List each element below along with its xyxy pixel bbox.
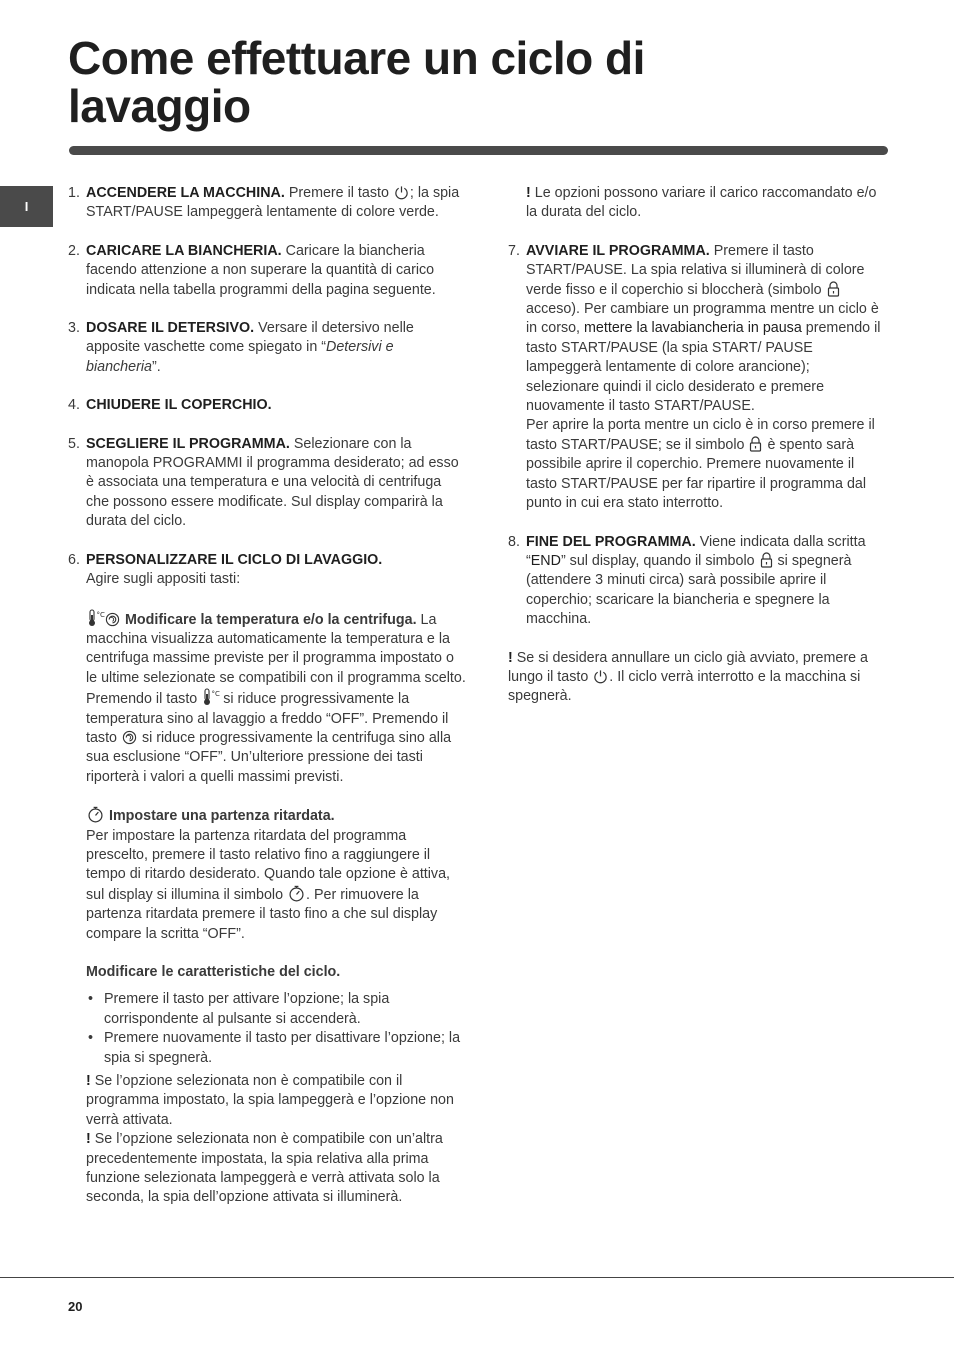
page-number: 20 — [68, 1299, 83, 1314]
thermometer-icon — [202, 688, 221, 706]
options-note — [508, 184, 883, 223]
option-text: La macchina visualizza automaticamente la temperatura e la centrifuga massime previste per il programma impostato o le ultime selezionate se compatibili con il programma scelto. Premendo il tasto — [86, 611, 466, 708]
section-reference: Detersivi e biancheria — [86, 339, 394, 375]
list-item: • Premere il tasto per attivare l’opzione; la spia corrispondente al pulsante si accenderà. — [86, 990, 468, 1029]
option-text: Per impostare la partenza ritardata del programma prescelto, premere il tasto relativo fino a raggiungere il tempo di ritardo desiderato. Quando tale opzione è attiva, sul display si illumina il simbolo — [86, 827, 451, 903]
step-heading: AVVIARE IL PROGRAMMA. — [526, 242, 710, 259]
note-text: . Il ciclo verrà interrotto e la macchina si spegnerà. — [508, 668, 861, 705]
step-7 — [508, 242, 883, 514]
step-heading: ACCENDERE LA MACCHINA. — [86, 185, 285, 201]
power-icon — [394, 185, 409, 200]
delay-start-option — [68, 806, 468, 944]
lock-icon — [827, 281, 840, 297]
note-text: Se si desidera annullare un ciclo già avviato, premere a lungo il tasto — [508, 649, 869, 685]
warning-text: Se l’opzione selezionata non è compatibile con il programma impostato, la spia lampeggerà e l’opzione non verrà attivata. — [86, 1073, 454, 1128]
step-3 — [68, 319, 468, 377]
warning-text: Se l’opzione selezionata non è compatibile con un’altra precedentemente impostata, la spia relativa alla prima funzione selezionata lampeggerà e verrà attivata solo la seconda, la spia dell’opzione attivata si illuminerà. — [86, 1131, 443, 1206]
title-divider — [69, 146, 888, 155]
warning-mark: ! — [526, 185, 531, 201]
step-text: Caricare la biancheria facendo attenzione a non superare la quantità di carico indicata nella tabella programmi della pagina seguente. — [86, 242, 436, 298]
warning-mark: ! — [508, 649, 513, 666]
step-number: 6. — [68, 551, 80, 568]
step-5 — [68, 435, 468, 532]
step-text: Agire sugli appositi tasti: — [86, 571, 241, 588]
step-text: Versare il detersivo nelle apposite vaschette come spiegato in “ — [86, 320, 414, 356]
svg-text:°C: °C — [96, 610, 105, 619]
option-heading: Impostare una partenza ritardata. — [108, 808, 335, 825]
step-emphasis: mettere la lavabiancheria in pausa — [584, 320, 802, 337]
step-text: è spento sarà possibile aprire il coperchio. Premere nuovamente il tasto START/PAUSE per far ripartire il programma dal punto in cui era stato interrotto. — [526, 436, 867, 512]
thermometer-icon — [87, 609, 103, 627]
left-column — [68, 184, 468, 1227]
step-text: Viene indicata dalla scritta “ — [526, 533, 866, 569]
timer-icon — [288, 885, 305, 902]
step-number: 5. — [68, 435, 80, 452]
option-heading: Modificare le caratteristiche del ciclo. — [86, 964, 341, 980]
step-number: 2. — [68, 242, 80, 259]
lock-icon — [760, 552, 773, 568]
step-4 — [68, 396, 468, 415]
warning-mark: ! — [86, 1131, 91, 1148]
modify-cycle-heading-block — [68, 963, 468, 982]
warning-note — [86, 1130, 468, 1208]
step-text: si spegnerà (attendere 3 minuti circa) sarà possibile aprire il coperchio; scaricare la biancheria e spegnere la macchina. — [526, 552, 852, 628]
warning-mark: ! — [86, 1073, 91, 1090]
step-heading: PERSONALIZZARE IL CICLO DI LAVAGGIO. — [86, 551, 383, 568]
step-number: 8. — [508, 533, 520, 550]
step-text: acceso). Per cambiare un programma mentre un ciclo è in corso, — [526, 301, 879, 337]
language-tab: I — [0, 186, 53, 227]
step-heading: SCEGLIERE IL PROGRAMMA. — [86, 435, 290, 452]
step-number: 4. — [68, 397, 80, 414]
option-heading: Modificare la temperatura e/o la centrifuga. — [124, 611, 417, 628]
step-text: Selezionare con la manopola PROGRAMMI il programma desiderato; ad esso è associata una temperatura e una velocità di centrifuga che possono essere modificate. Sul display comparirà la durata del ciclo. — [86, 435, 459, 530]
step-text: ” sul display, quando il simbolo — [560, 552, 759, 569]
step-text: Premere il tasto — [284, 185, 393, 201]
step-1 — [68, 184, 468, 223]
step-text: ; la spia START/PAUSE lampeggerà lentamente di colore verde. — [86, 185, 460, 221]
step-6 — [68, 551, 468, 590]
page-title: Come effettuare un ciclo di lavaggio — [68, 32, 645, 132]
step-text: Premere il tasto START/PAUSE. La spia relativa si illuminerà di colore verde fisso e il coperchio si bloccherà (simbolo — [526, 242, 865, 298]
step-heading: CHIUDERE IL COPERCHIO. — [86, 397, 272, 414]
option-text: si riduce progressivamente la centrifuga sino alla sua esclusione “OFF”. Un’ulteriore pressione dei tasti riporterà i valori a quelli massimi previsti. — [86, 729, 452, 785]
list-item: • Premere nuovamente il tasto per disattivare l’opzione; la spia si spegnerà. — [86, 1029, 468, 1068]
step-number: 1. — [68, 185, 80, 201]
note-text: Le opzioni possono variare il carico raccomandato e/o la durata del ciclo. — [526, 185, 877, 221]
warning-note — [86, 1072, 468, 1130]
power-icon — [593, 669, 608, 684]
option-text: si riduce progressivamente la temperatura sino al lavaggio a freddo “OFF”. Premendo il tasto — [86, 691, 449, 746]
spin-icon — [105, 612, 120, 627]
step-heading: CARICARE LA BIANCHERIA. — [86, 242, 282, 259]
step-heading: FINE DEL PROGRAMMA. — [526, 533, 696, 550]
right-column — [508, 184, 883, 707]
timer-icon — [87, 806, 104, 823]
warning-notes — [68, 1072, 468, 1208]
step-number: 7. — [508, 242, 520, 259]
step-2 — [68, 242, 468, 300]
step-number: 3. — [68, 320, 80, 337]
modify-cycle-list — [68, 990, 468, 1068]
spin-icon — [122, 730, 137, 745]
footer-divider — [0, 1277, 954, 1278]
step-8 — [508, 533, 883, 630]
end-label: END — [530, 552, 561, 569]
temperature-spin-option — [68, 609, 468, 788]
svg-text:°C: °C — [211, 690, 221, 699]
step-heading: DOSARE IL DETERSIVO. — [86, 320, 255, 337]
step-text: ”. — [151, 358, 161, 375]
option-text: . Per rimuovere la partenza ritardata premere il tasto fino a che sul display compare la scritta “OFF”. — [86, 886, 438, 942]
cancel-note — [508, 649, 883, 707]
step-text: premendo il tasto START/PAUSE (la spia START/ PAUSE lampeggerà lentamente di colore arancione); selezionare quindi il ciclo desiderato e premere nuovamente il tasto START/PAUSE. — [526, 320, 881, 415]
step-text: Per aprire la porta mentre un ciclo è in corso premere il tasto START/PAUSE; se il simbolo — [526, 417, 875, 453]
lock-icon — [749, 436, 762, 452]
